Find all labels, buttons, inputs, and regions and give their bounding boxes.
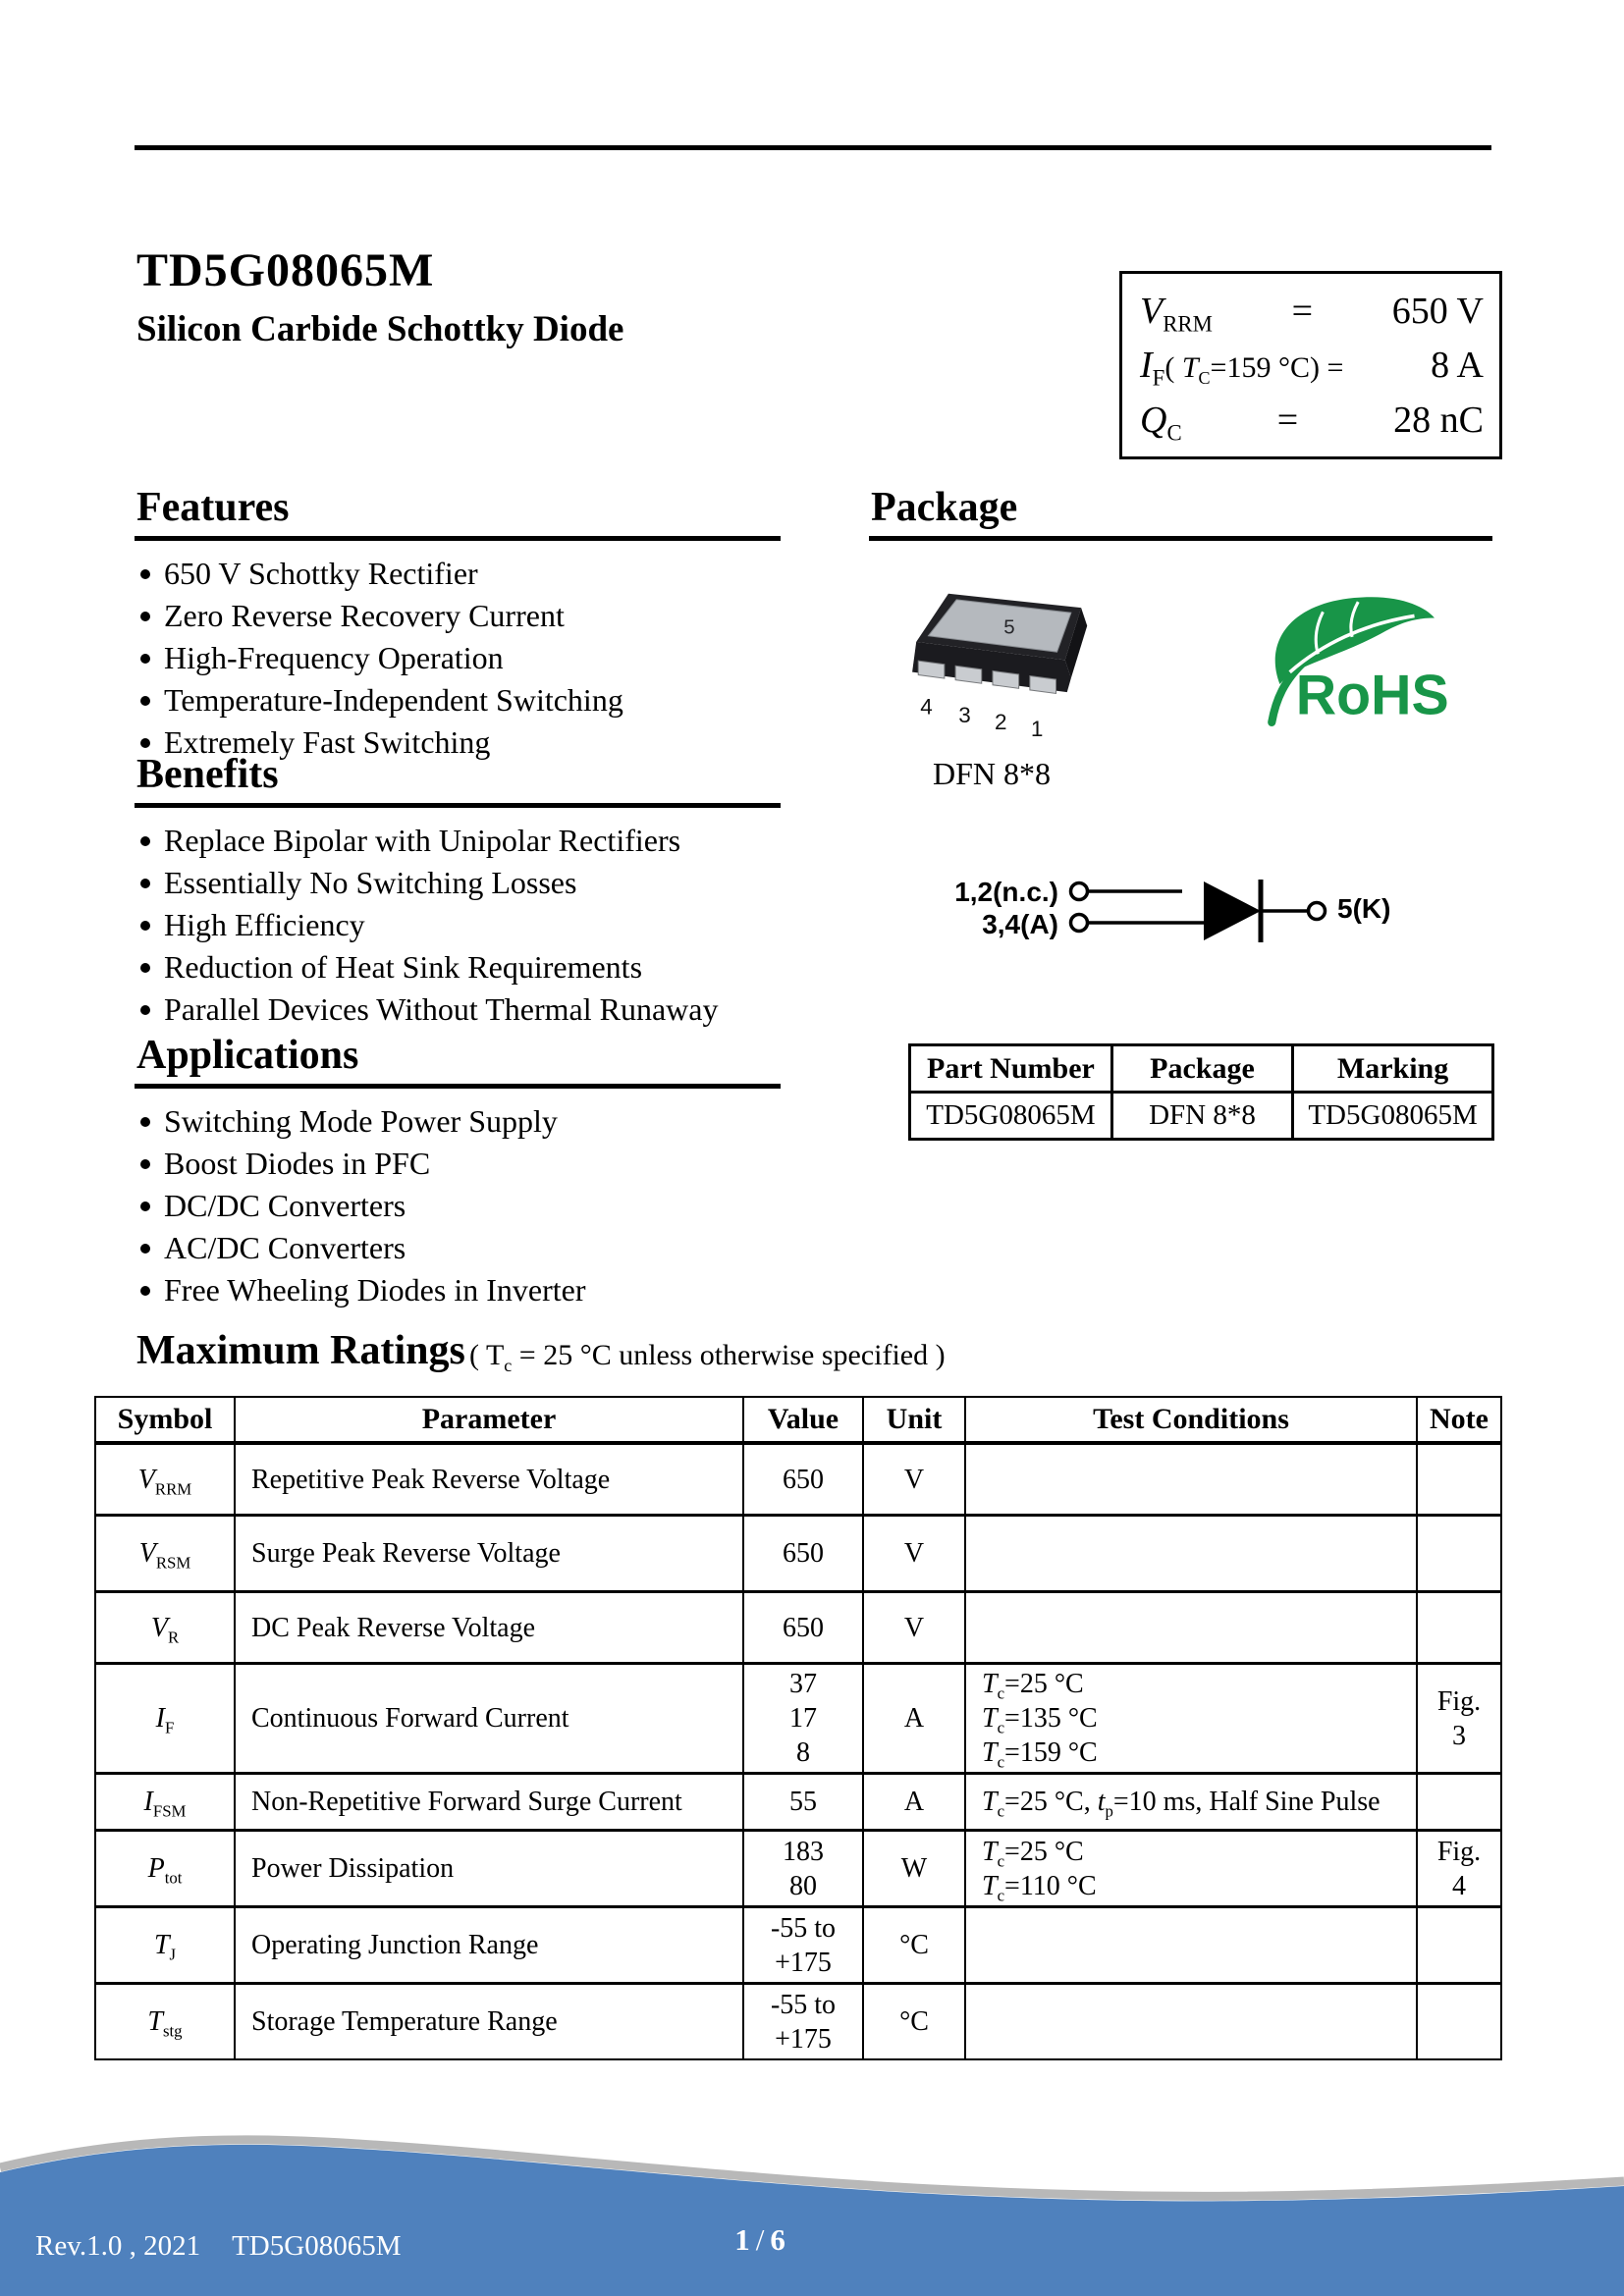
table-row <box>95 1516 1501 1592</box>
parameter-cell: Continuous Forward Current <box>235 1664 743 1774</box>
footer-wave <box>0 2091 1624 2296</box>
benefits-section <box>135 752 781 1031</box>
benefits-heading: Benefits <box>136 752 279 797</box>
value-cell: -55 to +175 <box>743 1984 863 2060</box>
value-cell: 650 <box>743 1516 863 1592</box>
rohs-text: RoHS <box>1295 664 1449 727</box>
spec-row-qc <box>1140 399 1484 446</box>
bullet-icon <box>140 836 150 846</box>
bullet-icon <box>140 569 150 579</box>
note-cell: Fig. 3 <box>1417 1664 1501 1774</box>
spec-symbol: $I_F$ <box>1140 345 1165 391</box>
bullet-icon <box>140 963 150 973</box>
list-item: Extremely Fast Switching <box>135 721 781 764</box>
equals-sign: = <box>1276 399 1299 441</box>
page-total: 6 <box>770 2222 785 2257</box>
table-row <box>95 1592 1501 1664</box>
bullet-icon <box>140 612 150 621</box>
bullet-icon <box>140 738 150 748</box>
benefits-list <box>135 820 781 1031</box>
value-cell: 650 <box>743 1443 863 1516</box>
marking-cell: TD5G08065M <box>1293 1093 1493 1140</box>
bullet-icon <box>140 1159 150 1169</box>
part-number-cell: TD5G08065M <box>910 1093 1112 1140</box>
diode-nc-label: 1,2(n.c.) <box>954 877 1058 907</box>
unit-cell: W <box>863 1831 965 1907</box>
page-separator: / <box>755 2222 765 2257</box>
footer-page-indicator <box>685 2222 835 2258</box>
list-item: 650 V Schottky Rectifier <box>135 553 781 595</box>
list-item: Replace Bipolar with Unipolar Rectifiers <box>135 820 781 862</box>
pin-number-label: 3 <box>958 702 971 727</box>
test-conditions-cell <box>965 1443 1417 1516</box>
footer-part-number: TD5G08065M <box>232 2230 402 2262</box>
test-conditions-cell: $T_c=25$ °C, $t_p=10$ ms, Half Sine Pulse <box>965 1774 1417 1831</box>
symbol-cell: $I_F$ <box>95 1664 235 1774</box>
list-item: Essentially No Switching Losses <box>135 862 781 904</box>
list-item: Boost Diodes in PFC <box>135 1143 781 1185</box>
symbol-cell: $V_{RSM}$ <box>95 1516 235 1592</box>
table-row <box>95 1664 1501 1774</box>
col-header: Symbol <box>95 1397 235 1443</box>
parameter-cell: Repetitive Peak Reverse Voltage <box>235 1443 743 1516</box>
note-cell <box>1417 1592 1501 1664</box>
col-header: Package <box>1111 1045 1292 1093</box>
spec-row-vrrm <box>1140 290 1484 337</box>
note-cell: Fig. 4 <box>1417 1831 1501 1907</box>
max-ratings-heading: Maximum Ratings <box>136 1328 465 1373</box>
section-rule <box>135 536 781 541</box>
col-header: Marking <box>1293 1045 1493 1093</box>
list-item: High Efficiency <box>135 904 781 946</box>
spec-symbol: $V_{RRM}$ <box>1140 290 1213 337</box>
bullet-icon <box>140 1201 150 1211</box>
bullet-icon <box>140 1244 150 1254</box>
list-item: Switching Mode Power Supply <box>135 1100 781 1143</box>
bullet-icon <box>140 1286 150 1296</box>
table-header-row <box>95 1397 1501 1443</box>
applications-list <box>135 1100 781 1311</box>
col-header: Value <box>743 1397 863 1443</box>
list-item: Free Wheeling Diodes in Inverter <box>135 1269 781 1311</box>
section-rule <box>135 1084 781 1089</box>
test-conditions-cell: $T_c=25$ °C $T_c=135$ °C $T_c=159$ °C <box>965 1664 1417 1774</box>
parameter-cell: Surge Peak Reverse Voltage <box>235 1516 743 1592</box>
table-row <box>95 1907 1501 1984</box>
page-title: TD5G08065M <box>136 244 435 296</box>
col-header: Unit <box>863 1397 965 1443</box>
part-number-table <box>908 1043 1494 1141</box>
spec-row-if <box>1140 344 1484 391</box>
list-item: High-Frequency Operation <box>135 637 781 679</box>
test-conditions-cell <box>965 1984 1417 2060</box>
unit-cell: A <box>863 1774 965 1831</box>
pin-number-label: 4 <box>920 694 933 720</box>
symbol-cell: $I_{FSM}$ <box>95 1774 235 1831</box>
page-subtitle: Silicon Carbide Schottky Diode <box>136 309 624 349</box>
unit-cell: A <box>863 1664 965 1774</box>
col-header: Parameter <box>235 1397 743 1443</box>
list-item: DC/DC Converters <box>135 1185 781 1227</box>
chip-package-image <box>908 585 1119 747</box>
value-cell: -55 to +175 <box>743 1907 863 1984</box>
section-rule <box>869 536 1492 541</box>
list-item: Temperature-Independent Switching <box>135 679 781 721</box>
page-number: 1 <box>734 2222 750 2257</box>
diode-symbol <box>1066 872 1331 960</box>
table-row <box>95 1443 1501 1516</box>
symbol-cell: $T_{stg}$ <box>95 1984 235 2060</box>
package-heading: Package <box>871 485 1018 530</box>
test-conditions-cell <box>965 1592 1417 1664</box>
unit-cell: V <box>863 1443 965 1516</box>
note-cell <box>1417 1907 1501 1984</box>
unit-cell: V <box>863 1592 965 1664</box>
spec-value: 28 nC <box>1393 399 1484 441</box>
package-name-label: DFN 8*8 <box>933 756 1052 791</box>
equals-sign: = <box>1291 290 1314 332</box>
parameter-cell: Operating Junction Range <box>235 1907 743 1984</box>
max-ratings-table <box>94 1396 1502 2060</box>
value-cell: 37 17 8 <box>743 1664 863 1774</box>
symbol-cell: $V_R$ <box>95 1592 235 1664</box>
parameter-cell: DC Peak Reverse Voltage <box>235 1592 743 1664</box>
diode-cathode-label: 5(K) <box>1337 893 1391 924</box>
list-item: AC/DC Converters <box>135 1227 781 1269</box>
unit-cell: °C <box>863 1907 965 1984</box>
list-item: Reduction of Heat Sink Requirements <box>135 946 781 988</box>
bullet-icon <box>140 1117 150 1127</box>
col-header: Part Number <box>910 1045 1112 1093</box>
features-section <box>135 485 781 764</box>
chip-top-pin-label: 5 <box>1003 615 1015 639</box>
table-header-row <box>910 1045 1493 1093</box>
rohs-logo-icon <box>1262 591 1478 733</box>
note-cell <box>1417 1984 1501 2060</box>
bullet-icon <box>140 696 150 706</box>
spec-symbol: $Q_C$ <box>1140 399 1182 446</box>
features-list <box>135 553 781 764</box>
list-item: Zero Reverse Recovery Current <box>135 595 781 637</box>
list-item: Parallel Devices Without Thermal Runaway <box>135 988 781 1031</box>
footer-revision-part <box>35 2230 401 2263</box>
value-cell: 650 <box>743 1592 863 1664</box>
package-section <box>869 485 1492 541</box>
package-cell: DFN 8*8 <box>1111 1093 1292 1140</box>
applications-heading: Applications <box>136 1033 359 1078</box>
section-rule <box>135 803 781 808</box>
test-conditions-cell <box>965 1516 1417 1592</box>
max-ratings-subtitle: ( $T_c = 25$ °C unless otherwise specified ) <box>469 1339 946 1375</box>
table-row <box>95 1831 1501 1907</box>
spec-condition: ( $T_C=159$ °C) = <box>1164 351 1344 388</box>
col-header: Test Conditions <box>965 1397 1417 1443</box>
parameter-cell: Storage Temperature Range <box>235 1984 743 2060</box>
top-rule <box>135 145 1491 150</box>
note-cell <box>1417 1516 1501 1592</box>
spec-value: 8 A <box>1431 345 1484 386</box>
symbol-cell: $V_{RRM}$ <box>95 1443 235 1516</box>
unit-cell: °C <box>863 1984 965 2060</box>
col-header: Note <box>1417 1397 1501 1443</box>
bullet-icon <box>140 654 150 664</box>
spec-value: 650 V <box>1391 290 1484 332</box>
parameter-cell: Non-Repetitive Forward Surge Current <box>235 1774 743 1831</box>
applications-section <box>135 1033 781 1311</box>
table-row <box>95 1984 1501 2060</box>
footer-revision: Rev.1.0 , 2021 <box>35 2230 201 2262</box>
parameter-cell: Power Dissipation <box>235 1831 743 1907</box>
table-row <box>95 1774 1501 1831</box>
pin-number-label: 1 <box>1030 717 1044 742</box>
pin-number-label: 2 <box>995 710 1007 734</box>
note-cell <box>1417 1774 1501 1831</box>
bullet-icon <box>140 1005 150 1015</box>
test-conditions-cell: $T_c=25$ °C $T_c=110$ °C <box>965 1831 1417 1907</box>
diode-anode-label: 3,4(A) <box>982 909 1058 939</box>
value-cell: 55 <box>743 1774 863 1831</box>
bullet-icon <box>140 879 150 888</box>
test-conditions-cell <box>965 1907 1417 1984</box>
table-row <box>910 1093 1493 1140</box>
unit-cell: V <box>863 1516 965 1592</box>
bullet-icon <box>140 921 150 931</box>
value-cell: 183 80 <box>743 1831 863 1907</box>
features-heading: Features <box>136 485 290 530</box>
symbol-cell: $P_{tot}$ <box>95 1831 235 1907</box>
symbol-cell: $T_J$ <box>95 1907 235 1984</box>
key-spec-box <box>1119 271 1502 459</box>
note-cell <box>1417 1443 1501 1516</box>
